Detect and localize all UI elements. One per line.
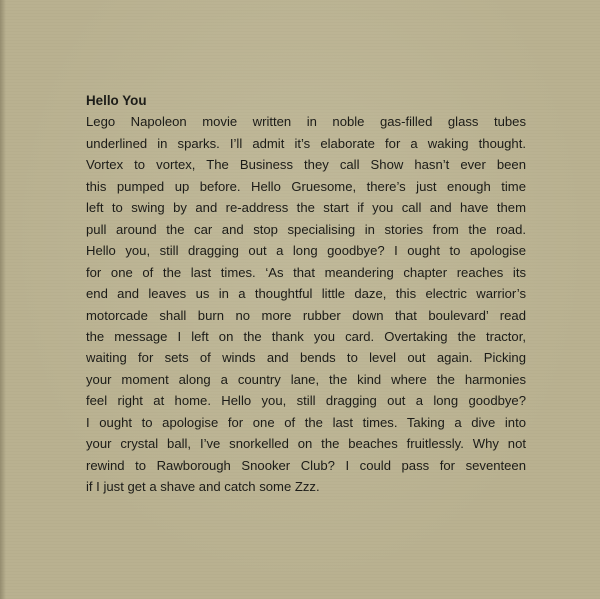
lyric-line: your crystal ball, I’ve snorkelled on the beaches fruitlessly. Why not [86, 436, 526, 452]
lyric-line: Lego Napoleon movie written in noble gas-filled glass tubes [86, 114, 526, 130]
lyric-line: pull around the car and stop specialising in stories from the road. [86, 221, 526, 237]
lyric-line: Vortex to vortex, The Business they call Show hasn’t ever been [86, 157, 526, 173]
lyrics-block [86, 90, 526, 498]
lyric-line: the message I left on the thank you card. Overtaking the tractor, [86, 328, 526, 344]
lyric-line: waiting for sets of winds and bends to level out again. Picking [86, 350, 526, 366]
lyric-line: underlined in sparks. I’ll admit it’s elaborate for a waking thought. [86, 135, 526, 151]
lyric-line: left to swing by and re-address the start if you call and have them [86, 200, 526, 216]
lyric-line: this pumped up before. Hello Gruesome, there’s just enough time [86, 178, 526, 194]
lyric-line: your moment along a country lane, the kind where the harmonies [86, 371, 526, 387]
lyric-line: for one of the last times. ‘As that meandering chapter reaches its [86, 264, 526, 280]
lyric-line: feel right at home. Hello you, still dragging out a long goodbye? [86, 393, 526, 409]
lyric-line: motorcade shall burn no more rubber down that boulevard’ read [86, 307, 526, 323]
page-edge-shadow [0, 0, 6, 599]
lyric-line: rewind to Rawborough Snooker Club? I could pass for seventeen [86, 457, 526, 473]
lyric-line: I ought to apologise for one of the last times. Taking a dive into [86, 414, 526, 430]
lyric-line: Hello you, still dragging out a long goodbye? I ought to apologise [86, 243, 526, 259]
lyric-line: if I just get a shave and catch some Zzz. [86, 479, 320, 495]
song-title: Hello You [86, 93, 147, 108]
lyric-line: end and leaves us in a thoughtful little daze, this electric warrior’s [86, 286, 526, 302]
